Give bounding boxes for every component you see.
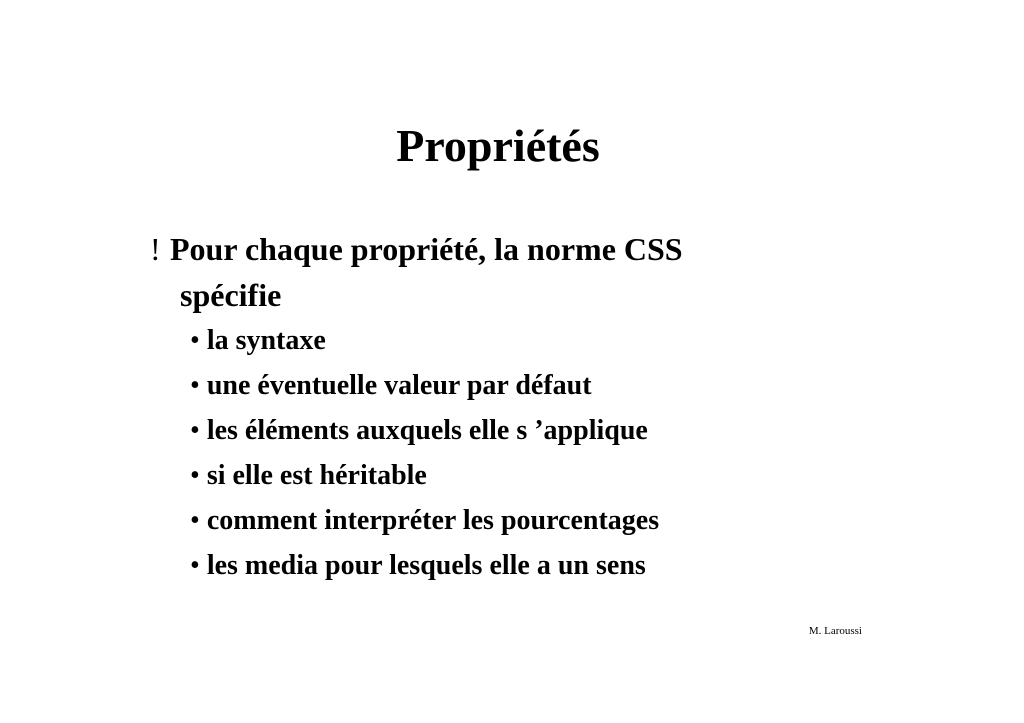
slide-title: Propriétés <box>396 120 600 171</box>
sub-point-text: si elle est héritable <box>206 460 427 491</box>
main-point-line-2: spécifie <box>180 277 282 313</box>
sub-point-item <box>190 408 659 453</box>
sub-point-item <box>190 543 659 588</box>
sub-point-text: la syntaxe <box>206 325 326 356</box>
sub-point-text: comment interpréter les pourcentages <box>206 505 660 536</box>
bullet-icon: • <box>190 505 200 536</box>
sub-point-text: les éléments auxquels elle s ’applique <box>206 415 648 446</box>
sub-point-list <box>190 318 659 588</box>
bullet-icon: • <box>190 415 200 446</box>
sub-point-text: les media pour lesquels elle a un sens <box>206 550 646 581</box>
sub-point-item <box>190 363 659 408</box>
sub-point-item <box>190 318 659 363</box>
bullet-icon: • <box>190 370 200 401</box>
main-point-line-1: Pour chaque propriété, la norme CSS <box>170 231 683 267</box>
bullet-icon: • <box>190 325 200 356</box>
sub-point-text: une éventuelle valeur par défaut <box>206 370 592 401</box>
main-point <box>150 226 830 318</box>
author-footer: M. Laroussi <box>808 625 862 637</box>
main-point-marker: ! <box>150 231 161 267</box>
sub-point-item <box>190 498 659 543</box>
bullet-icon: • <box>190 550 200 581</box>
sub-point-item <box>190 453 659 498</box>
bullet-icon: • <box>190 460 200 491</box>
